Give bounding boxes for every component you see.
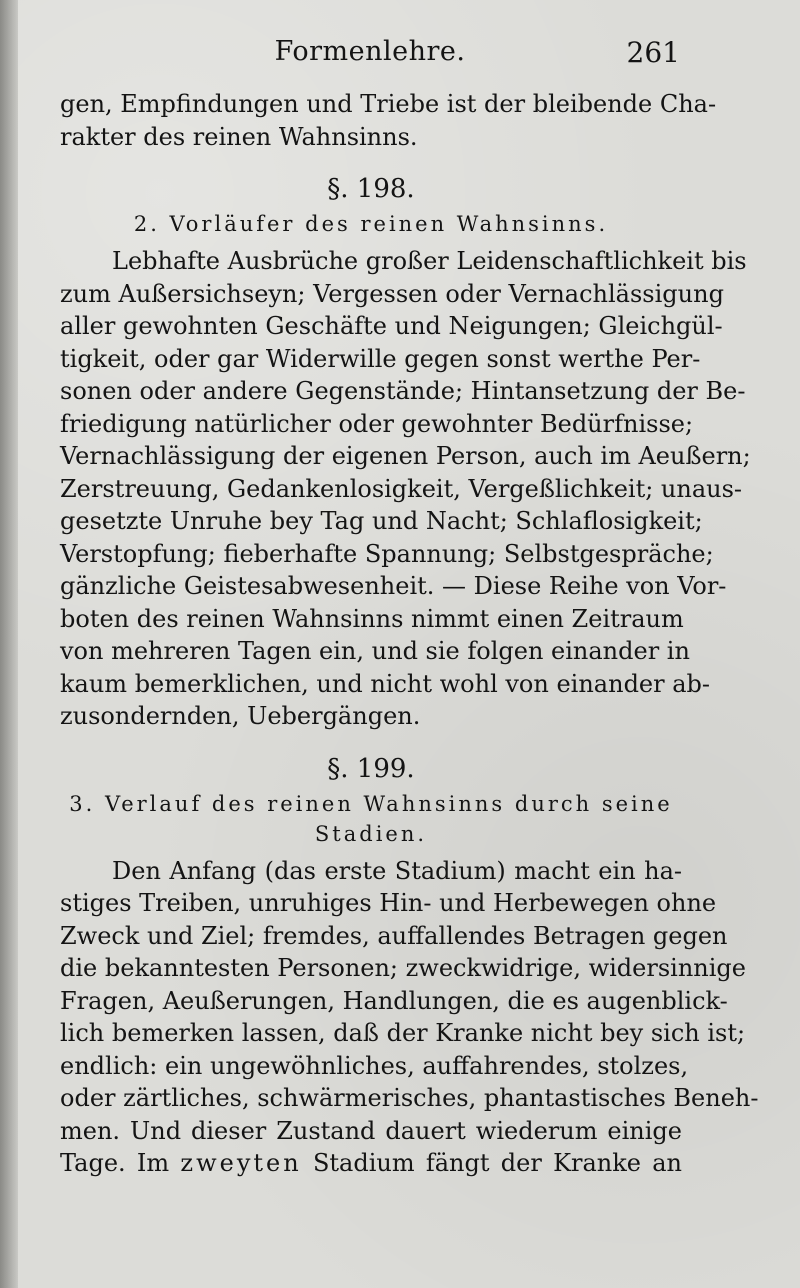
text-line: von mehreren Tagen ein, und sie folgen einander in	[60, 637, 690, 665]
text-line: Vernachlässigung der eigenen Person, auch im Aeußern;	[60, 442, 751, 470]
text-line: sonen oder andere Gegenstände; Hintansetzung der Be-	[60, 377, 746, 405]
text-line: lich bemerken lassen, daß der Kranke nicht bey sich ist;	[60, 1019, 746, 1047]
section-number-199: §. 199.	[327, 753, 415, 784]
text-line: stiges Treiben, unruhiges Hin- und Herbewegen ohne	[60, 889, 717, 917]
text-run: Tage. Im	[60, 1149, 170, 1177]
section-number-198: §. 198.	[327, 174, 415, 204]
text-line: Lebhafte Ausbrüche großer Leidenschaftlichkeit bis	[112, 247, 747, 275]
text-line: gesetzte Unruhe bey Tag und Nacht; Schlaflosigkeit;	[60, 507, 703, 535]
page-body	[60, 88, 759, 1180]
text-line: gen, Empfindungen und Triebe ist der bleibende Cha-	[60, 90, 717, 118]
text-line: Zerstreuung, Gedankenlosigkeit, Vergeßlichkeit; unaus-	[60, 474, 743, 503]
text-line: oder zärtliches, schwärmerisches, phantastisches Beneh-	[60, 1084, 759, 1112]
text-run: Stadium fängt der Kranke an	[312, 1149, 683, 1177]
text-line: Den Anfang (das erste Stadium) macht ein ha-	[112, 856, 682, 885]
text-line: Fragen, Aeußerungen, Handlungen, die es augenblick-	[60, 986, 728, 1015]
page-spine-shadow	[0, 0, 18, 1288]
text-line: Zweck und Ziel; fremdes, auffallendes Betragen gegen	[60, 921, 728, 950]
text-line: kaum bemerklichen, und nicht wohl von einander ab-	[60, 669, 711, 698]
text-line: tigkeit, oder gar Widerwille gegen sonst werthe Per-	[60, 344, 701, 373]
section-heading-199: 3. Verlauf des reinen Wahnsinns durch seine	[69, 791, 673, 816]
text-line: endlich: ein ungewöhnliches, auffahrendes, stolzes,	[60, 1051, 689, 1080]
running-title: Formenlehre.	[274, 36, 466, 67]
page-header	[60, 30, 680, 74]
text-line: aller gewohnten Geschäfte und Neigungen; Gleichgül-	[60, 312, 723, 340]
text-line-last	[60, 1147, 682, 1180]
text-line: friedigung natürlicher oder gewohnter Bedürfnisse;	[60, 409, 694, 438]
text-line: zum Außersichseyn; Vergessen oder Vernachlässigung	[60, 279, 724, 308]
text-line: rakter des reinen Wahnsinns.	[60, 122, 418, 151]
text-line: gänzliche Geistesabwesenheit. — Diese Reihe von Vor-	[60, 572, 727, 600]
text-line: Verstopfung; fieberhafte Spannung; Selbstgespräche;	[60, 539, 714, 568]
section-heading-198: 2. Vorläufer des reinen Wahnsinns.	[133, 212, 609, 236]
page-number: 261	[626, 36, 680, 69]
text-line: zusondernden, Uebergängen.	[60, 702, 421, 730]
section-heading-199-cont: Stadien.	[314, 821, 428, 846]
text-line: die bekanntesten Personen; zweckwidrige, widersinnige	[60, 954, 746, 982]
text-line: boten des reinen Wahnsinns nimmt einen Zeitraum	[60, 604, 684, 633]
emphasized-word: zweyten	[180, 1149, 302, 1177]
text-line: men. Und dieser Zustand dauert wiederum einige	[60, 1116, 682, 1145]
